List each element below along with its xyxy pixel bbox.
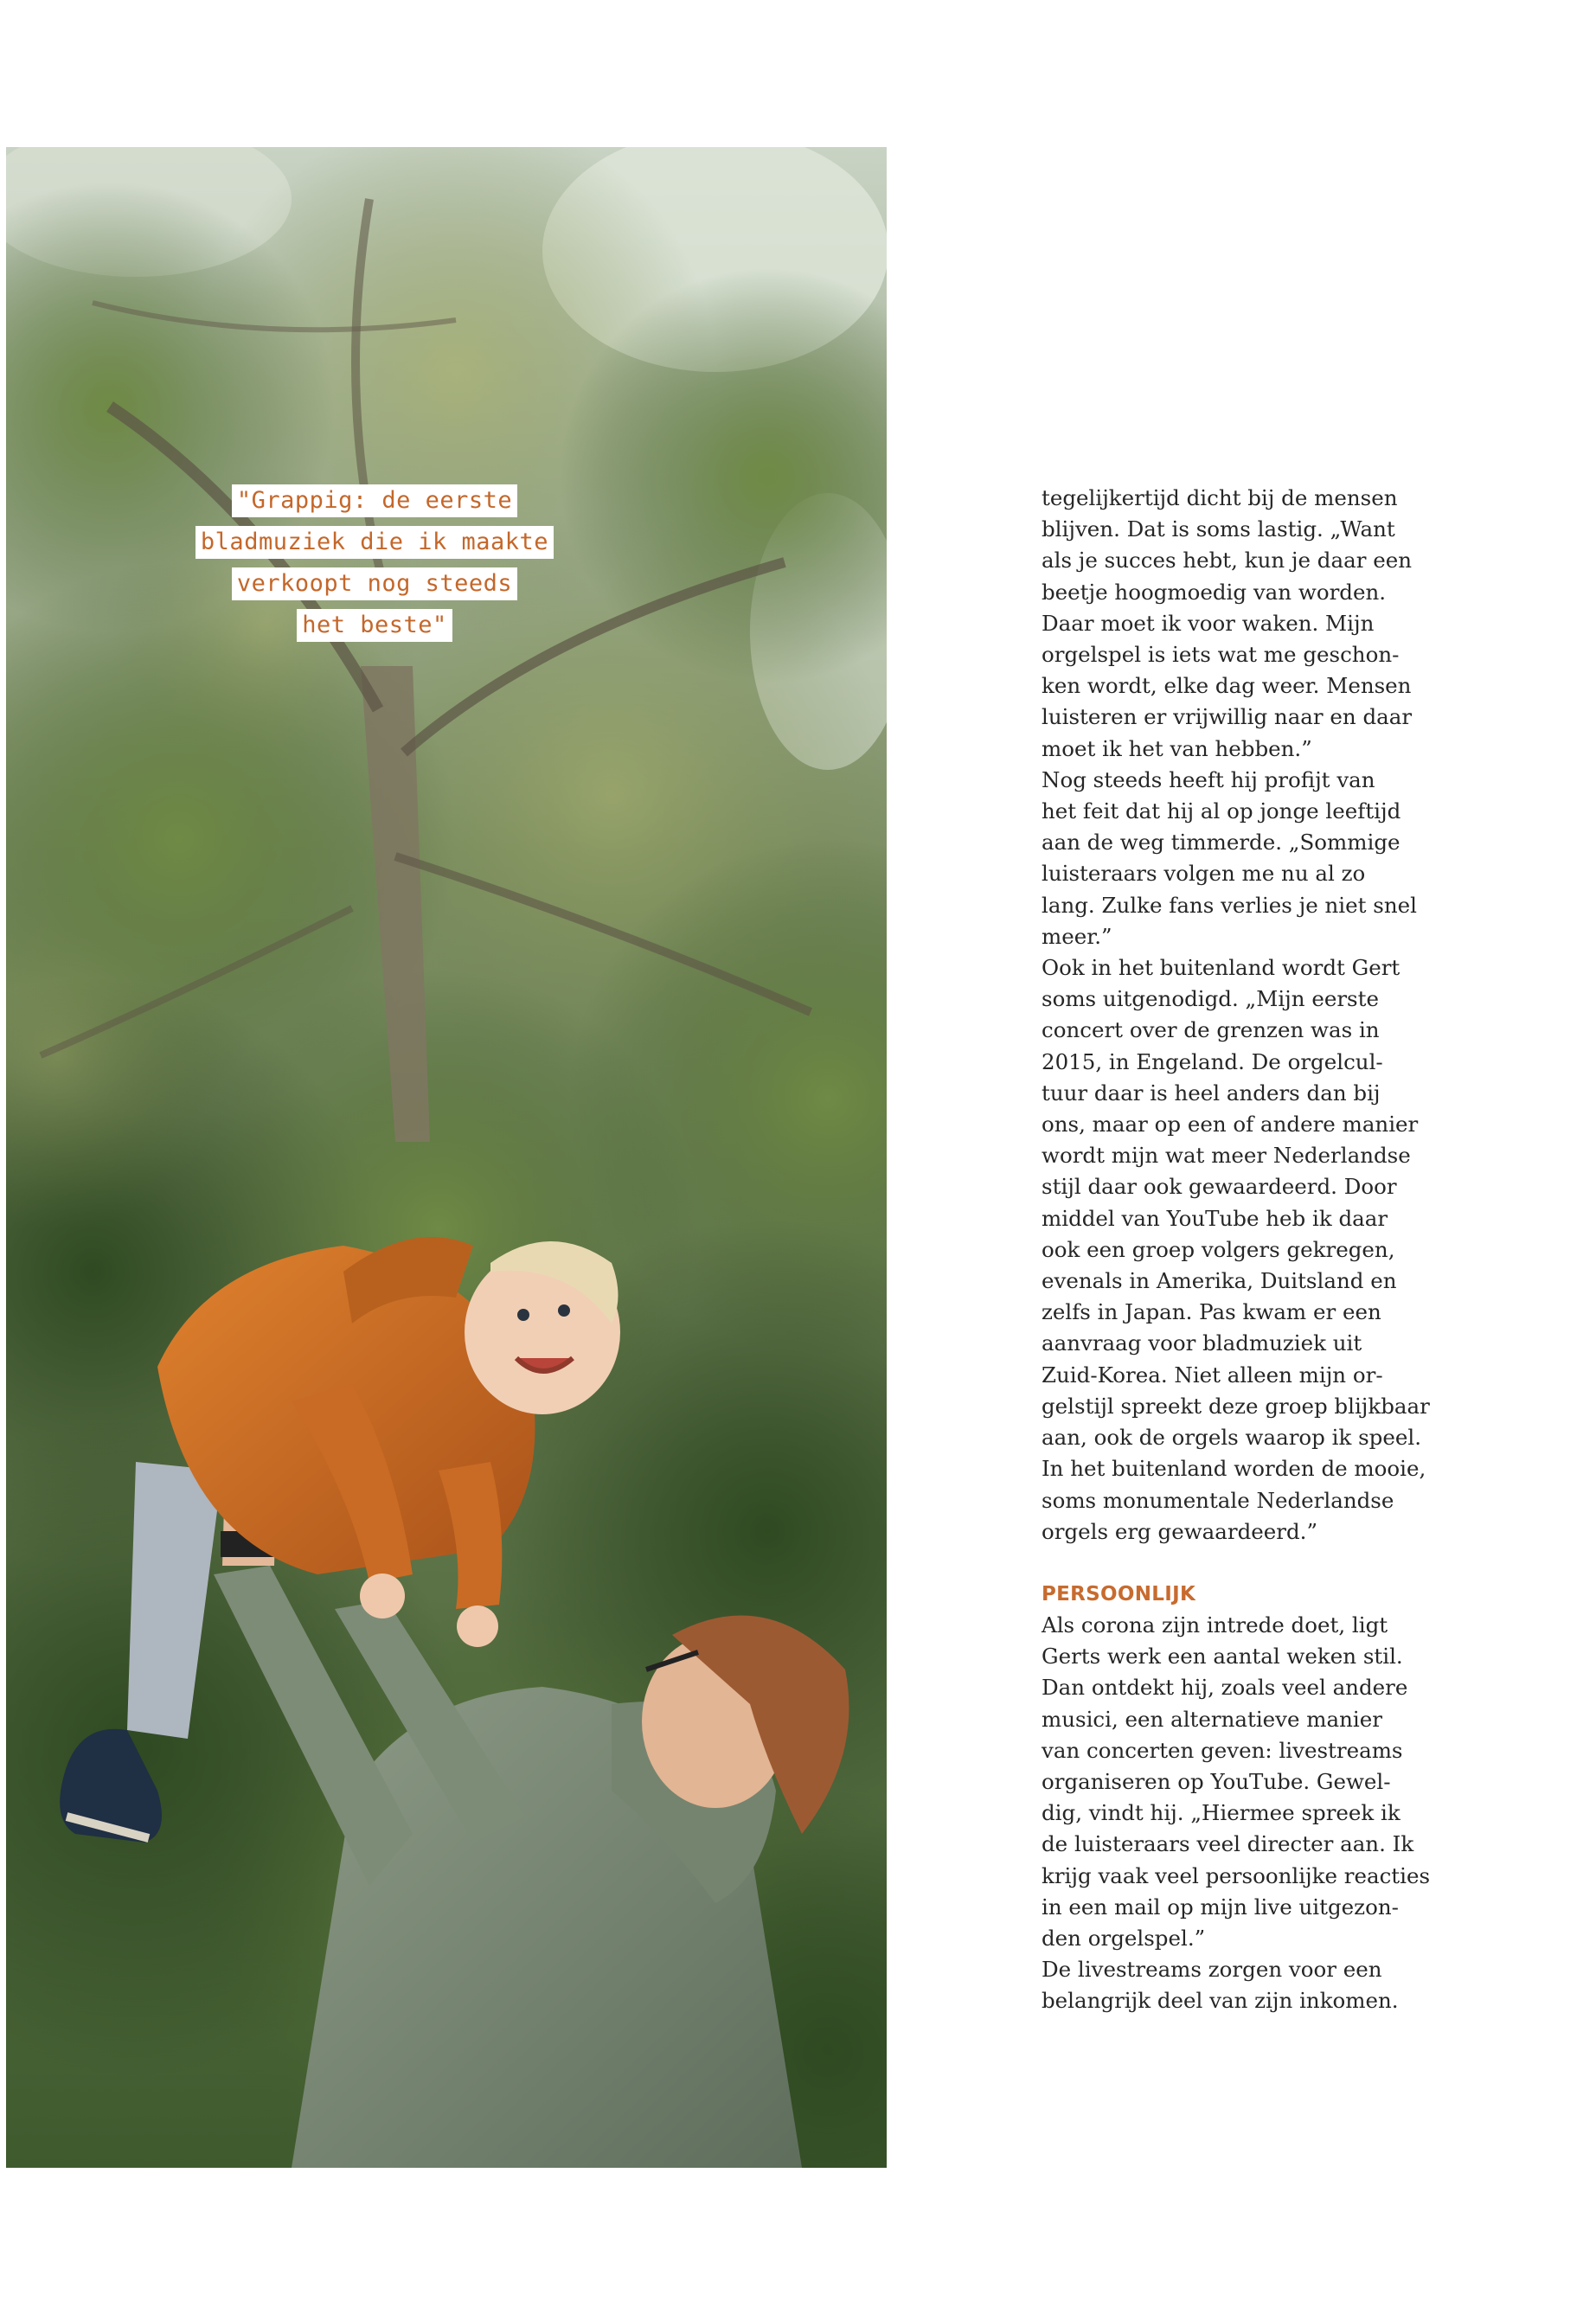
- text-line: ken wordt, elke dag weer. Mensen: [1042, 673, 1412, 699]
- text-line: de luisteraars veel directer aan. Ik: [1042, 1831, 1414, 1857]
- text-line: Gerts werk een aantal weken stil.: [1042, 1644, 1403, 1670]
- text-line: krijg vaak veel persoonlijke reacties: [1042, 1862, 1431, 1888]
- article-paragraph: [1042, 1610, 1474, 1954]
- article-paragraph: [1042, 483, 1474, 765]
- text-line: belangrijk deel van zijn inkomen.: [1042, 1988, 1399, 2014]
- text-line: blijven. Dat is soms lastig. „Want: [1042, 516, 1395, 542]
- text-line: dig, vindt hij. „Hiermee spreek ik: [1042, 1800, 1401, 1826]
- article-column: [1042, 483, 1474, 2017]
- text-line: meer.”: [1042, 923, 1112, 949]
- text-line: soms monumentale Nederlandse: [1042, 1487, 1394, 1513]
- text-line: aanvraag voor bladmuziek uit: [1042, 1330, 1362, 1356]
- text-line: musici, een alternatieve manier: [1042, 1706, 1382, 1732]
- text-line: het feit dat hij al op jonge leeftijd: [1042, 798, 1401, 824]
- article-paragraph: [1042, 765, 1474, 952]
- text-line: tuur daar is heel anders dan bij: [1042, 1080, 1381, 1106]
- text-line: orgelspel is iets wat me geschon-: [1042, 642, 1400, 668]
- text-line: wordt mijn wat meer Nederlandse: [1042, 1143, 1411, 1169]
- text-line: orgels erg gewaardeerd.”: [1042, 1518, 1317, 1544]
- text-line: luisteraars volgen me nu al zo: [1042, 861, 1366, 887]
- text-line: als je succes hebt, kun je daar een: [1042, 548, 1412, 574]
- pull-quote-line: "Grappig: de eerste: [232, 484, 517, 517]
- text-line: Daar moet ik voor waken. Mijn: [1042, 610, 1375, 636]
- text-line: Dan ontdekt hij, zoals veel andere: [1042, 1675, 1408, 1701]
- text-line: aan de weg timmerde. „Sommige: [1042, 830, 1401, 856]
- text-line: beetje hoogmoedig van worden.: [1042, 579, 1387, 605]
- photo-illustration: [6, 147, 887, 2168]
- text-line: Nog steeds heeft hij profijt van: [1042, 766, 1375, 792]
- section-heading: PERSOONLIJK: [1042, 1582, 1196, 1606]
- text-line: tegelijkertijd dicht bij de mensen: [1042, 485, 1398, 510]
- text-line: ook een groep volgers gekregen,: [1042, 1236, 1395, 1262]
- text-line: soms uitgenodigd. „Mijn eerste: [1042, 986, 1379, 1012]
- text-line: gelstijl spreekt deze groep blijkbaar: [1042, 1393, 1430, 1419]
- text-line: Zuid-Korea. Niet alleen mijn or-: [1042, 1362, 1383, 1388]
- article-paragraph: [1042, 1954, 1474, 2016]
- text-line: den orgelspel.”: [1042, 1925, 1206, 1951]
- article-paragraph: [1042, 952, 1474, 1548]
- pull-quote-line: bladmuziek die ik maakte: [195, 526, 554, 559]
- text-line: moet ik het van hebben.”: [1042, 735, 1312, 761]
- text-line: van concerten geven: livestreams: [1042, 1737, 1403, 1763]
- pull-quote-line: het beste": [297, 609, 452, 642]
- text-line: De livestreams zorgen voor een: [1042, 1957, 1382, 1983]
- text-line: In het buitenland worden de mooie,: [1042, 1456, 1426, 1482]
- text-line: stijl daar ook gewaardeerd. Door: [1042, 1174, 1397, 1200]
- text-line: in een mail op mijn live uitgezon-: [1042, 1894, 1399, 1920]
- text-line: zelfs in Japan. Pas kwam er een: [1042, 1299, 1381, 1325]
- text-line: Als corona zijn intrede doet, ligt: [1042, 1612, 1388, 1638]
- text-line: evenals in Amerika, Duitsland en: [1042, 1268, 1397, 1294]
- text-line: luisteren er vrijwillig naar en daar: [1042, 704, 1413, 730]
- photo-father-lifting-child: [6, 147, 887, 2168]
- text-line: middel van YouTube heb ik daar: [1042, 1205, 1388, 1231]
- text-line: Ook in het buitenland wordt Gert: [1042, 955, 1401, 981]
- pull-quote-line: verkoopt nog steeds: [232, 567, 517, 600]
- text-line: 2015, in Engeland. De orgelcul-: [1042, 1048, 1383, 1074]
- text-line: concert over de grenzen was in: [1042, 1017, 1380, 1043]
- text-line: ons, maar op een of andere manier: [1042, 1112, 1419, 1138]
- text-line: organiseren op YouTube. Gewel-: [1042, 1768, 1391, 1794]
- text-line: aan, ook de orgels waarop ik speel.: [1042, 1425, 1421, 1451]
- pull-quote: [176, 484, 574, 651]
- text-line: lang. Zulke fans verlies je niet snel: [1042, 892, 1417, 918]
